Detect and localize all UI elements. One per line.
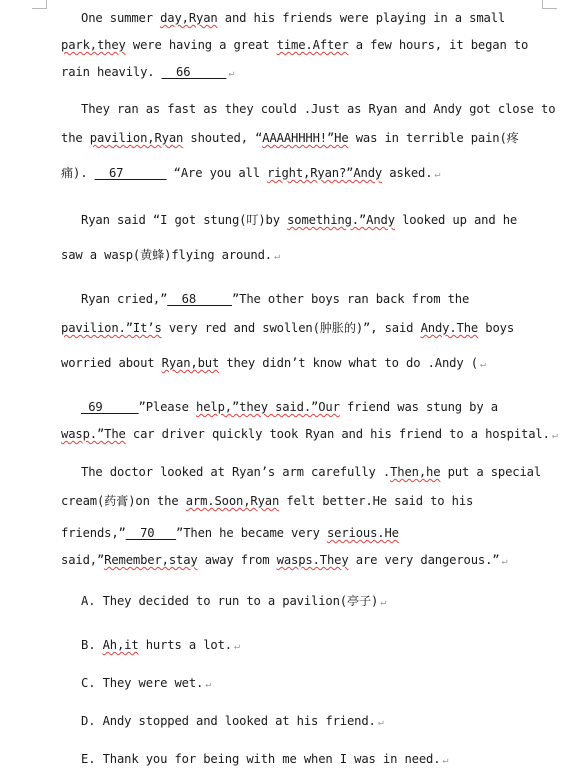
paragraph-mark-icon: ↵ — [442, 755, 449, 766]
option-e: E. Thank you for being with me when I was in need. ↵ — [81, 752, 449, 766]
margin-corner-mark-left — [32, 0, 47, 9]
margin-corner-mark-right — [542, 0, 557, 9]
p4-line-1: Ryan cried,”__68_____”The other boys ran back from the — [81, 292, 470, 306]
paragraph-mark-icon: ↵ — [377, 717, 384, 728]
option-b: B. Ah,it hurts a lot. ↵ — [81, 638, 240, 652]
p4-line-2: pavilion.”It’s very red and swollen(肿胀的)”, said Andy.The boys — [61, 321, 514, 335]
blank-66: __66_____ — [161, 65, 227, 79]
p3-line-2: saw a wasp(黄蜂)flying around. ↵ — [61, 248, 280, 262]
paragraph-mark-icon: ↵ — [205, 679, 212, 690]
option-letter: B. — [81, 638, 96, 652]
p2-line-1: They ran as fast as they could .Just as Ryan and Andy got close to — [81, 102, 556, 116]
paragraph-mark-icon: ↵ — [273, 251, 280, 262]
p5-line-1: The doctor looked at Ryan’s arm carefully .Then,he put a special — [81, 465, 541, 479]
p5-line-3: friends,”__70___”Then he became very serious.He — [61, 526, 399, 540]
paragraph-mark-icon: ↵ — [233, 641, 240, 652]
option-letter: C. — [81, 676, 96, 690]
paragraph-mark-icon: ↵ — [551, 430, 558, 441]
paragraph-mark-icon: ↵ — [380, 597, 387, 608]
p3-line-1: Ryan said “I got stung(叮)by something.”Andy looked up and he — [81, 213, 518, 227]
p1-line-2: park,they were having a great time.After a few hours, it began to — [61, 38, 529, 52]
p5-line-4: said,”Remember,stay away from wasps.They are very dangerous.” ↵ — [61, 553, 508, 567]
blank-67: __67______ — [94, 166, 167, 180]
blank-70: __70___ — [125, 526, 176, 540]
p4-line-3: worried about Ryan,but they didn’t know what to do .Andy ( ↵ — [61, 356, 486, 370]
option-letter: A. — [81, 594, 96, 608]
p1-line-3: rain heavily. __66_____ ↵ — [61, 65, 235, 79]
option-letter: D. — [81, 714, 96, 728]
p5-line-2: cream(药膏)on the arm.Soon,Ryan felt better.He said to his — [61, 494, 474, 508]
paragraph-mark-icon: ↵ — [479, 359, 486, 370]
option-a: A. They decided to run to a pavilion(亭子) ↵ — [81, 594, 387, 608]
p4-line-4: _69_____”Please help,”they said.”Our friend was stung by a — [81, 400, 498, 414]
option-letter: E. — [81, 752, 96, 766]
paragraph-mark-icon: ↵ — [501, 556, 508, 567]
option-d: D. Andy stopped and looked at his friend. ↵ — [81, 714, 384, 728]
paragraph-mark-icon: ↵ — [434, 169, 441, 180]
p4-line-5: wasp.”The car driver quickly took Ryan and his friend to a hospital. ↵ — [61, 427, 558, 441]
blank-69: _69_____ — [81, 400, 139, 414]
option-c: C. They were wet. ↵ — [81, 676, 212, 690]
paragraph-mark-icon: ↵ — [228, 68, 235, 79]
p2-line-2: the pavilion,Ryan shouted, “AAAAHHHH!”He was in terrible pain(疼 — [61, 131, 519, 145]
p2-line-3: 痛). __67______ “Are you all right,Ryan?”Andy asked. ↵ — [61, 166, 441, 180]
p1-line-1: One summer day,Ryan and his friends were playing in a small — [81, 11, 506, 25]
blank-68: __68_____ — [167, 292, 232, 306]
